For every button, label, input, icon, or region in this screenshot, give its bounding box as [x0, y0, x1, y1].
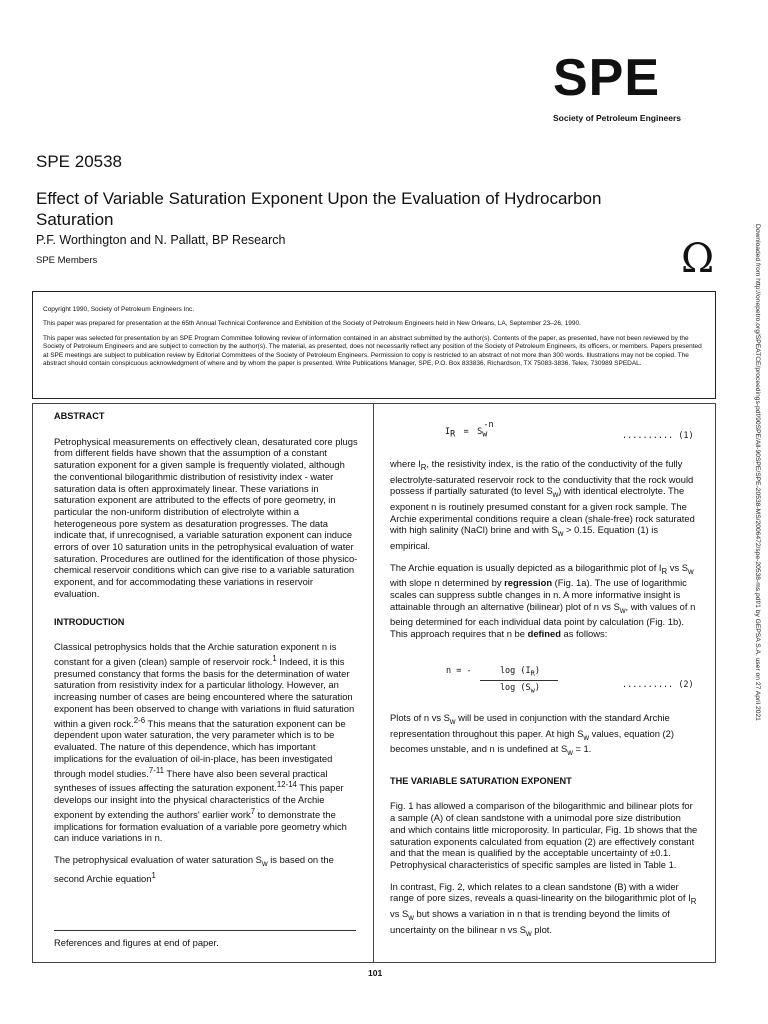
- paper-number: SPE 20538: [36, 152, 123, 171]
- subscript: w: [449, 716, 456, 726]
- spe-members-label: SPE Members: [36, 255, 98, 266]
- abstract-heading: ABSTRACT: [54, 411, 105, 421]
- archie-text: is based on the second Archie equation: [54, 854, 334, 884]
- citation: 12-14: [276, 780, 297, 790]
- spe-logo: SPE: [553, 49, 661, 107]
- subscript: w: [619, 605, 626, 615]
- right-column-lower: [390, 712, 698, 939]
- text: as follows:: [560, 627, 608, 639]
- bold-term: regression: [504, 577, 553, 589]
- eq1-lhs: I: [445, 426, 451, 437]
- subscript: w: [567, 748, 573, 758]
- citation: 1: [151, 870, 156, 880]
- eq2-den-sub: w: [530, 685, 535, 695]
- variable-exponent-heading: THE VARIABLE SATURATION EXPONENT: [390, 775, 572, 786]
- bilogarithmic-paragraph: [390, 562, 698, 640]
- abstract-text: Petrophysical measurements on effectively clean, desaturated core plugs from different fields have shown that the assumption of a constant saturation exponent for a given sample is frequently violated, although the conventional bilogarithmic distribution of resistivity index - water saturation data is often approximately linear. These variations in saturation exponent are attributed to the effects of pore geometry, in particular the non-uniform distribution of electrolyte within a heterogeneous pore system as desaturation progresses. The data indicate that, if unrecognised, a variable saturation exponent can induce errors of over 10 saturation units in the petrophysical evaluation of water saturation. Procedures are outlined for the identification of those physico-chemical reservoir conditions which can give rise to a variable saturation exponent, and for accommodating these variations in reservoir evaluation.: [54, 435, 358, 599]
- text: , the resistivity index, is the ratio of the conductivity of the fully electrolyte-saturated reservoir rock to the conductivity that the rock would possess if partially saturated (to level S: [390, 458, 694, 497]
- left-column: [54, 411, 360, 885]
- introduction-paragraph: [54, 641, 360, 844]
- equation-1: [445, 420, 498, 440]
- citation: 2-6: [133, 715, 146, 725]
- intro-text: Classical petrophysics holds that the Archie saturation exponent n is constant for a given (clean) sample of reservoir rock.: [54, 641, 337, 668]
- resistivity-index-paragraph: [390, 458, 698, 552]
- eq2-number: (2): [678, 680, 694, 690]
- fig1-paragraph: Fig. 1 has allowed a comparison of the bilogarithmic and bilinear plots for a sample (A) of clean sandstone with a unimodal pore size distribution and which contains little microporosity. In particular, Fig. 1b shows that the saturation exponents calculated from equation (2) are effectively constant and that the mean is qualified by the acceptable uncertainty of ±0.1. Petrophysical characteristics of specific samples are listed in Table 1.: [390, 800, 698, 870]
- eq1-rhs-sub: w: [482, 429, 488, 440]
- subscript: R: [690, 897, 697, 907]
- footnote: References and figures at end of paper.: [54, 937, 219, 948]
- text: vs S: [390, 907, 409, 919]
- subscript: R: [420, 462, 427, 472]
- text: = 1.: [572, 743, 592, 755]
- column-divider: [373, 403, 374, 963]
- text: , with values of n being determined for each individual data point by calculation (Fig. 1b). This approach requires that n be: [390, 600, 696, 639]
- introduction-heading: INTRODUCTION: [54, 616, 125, 627]
- eq2-denominator: [482, 683, 558, 695]
- equation-2-number: [622, 680, 694, 690]
- text: will be used in conjunction with the standard Archie representation throughout this paper. At high S: [390, 712, 670, 739]
- text: The Archie equation is usually depicted as a bilogarithmic plot of I: [390, 561, 662, 573]
- intro-text: This paper develops our insight into the physical characteristics of the Archie exponent by extending the authors' earlier work: [54, 782, 344, 821]
- copyright-line: Copyright 1990, Society of Petroleum Engineers Inc.: [43, 306, 195, 313]
- equation-1-number: [622, 431, 694, 441]
- n-vs-sw-paragraph: [390, 712, 698, 759]
- subscript: w: [526, 928, 532, 938]
- subscript: w: [261, 859, 268, 868]
- subscript: w: [557, 529, 564, 539]
- subscript: w: [552, 490, 559, 500]
- text: where I: [390, 458, 421, 469]
- eq1-number: (1): [678, 431, 694, 441]
- text: plot.: [531, 923, 552, 935]
- citation: 7: [250, 806, 256, 816]
- omega-icon: Ω: [681, 236, 715, 282]
- eq2-den-close: ): [534, 683, 541, 693]
- review-note: This paper was selected for presentation by an SPE Program Committee following review of information contained in an abstract submitted by the author(s). Contents of the paper, as presented, have not been reviewed by the Society of Petroleum Engineers and are subject to correction by the author(s). The material, as presented, does not necessarily reflect any position of the Society of Petroleum Engineers, its officers, or members. Papers presented at SPE meetings are subject to publication review by Editorial Committees of the Society of Petroleum Engineers. Permission to copy is restricted to an abstract of not more than 300 words. Illustrations may not be copied. The abstract should contain conspicuous acknowledgment of where and by whom the paper is presented. Write Publications Manager, SPE, P.O. Box 833836, Richardson, TX 75083-3836. Telex, 730989 SPEDAL.: [43, 334, 702, 368]
- eq1-leader: ..........: [622, 431, 674, 441]
- eq2-fraction-bar: [480, 680, 558, 681]
- intro-text: Indeed, it is this presumed constancy that forms the basis for the determination of water saturation from resistivity index for a particular lithology. However, an increasing number of cases are being encountered where the saturation exponent has been observed to change with variations in fluid saturation within a given rock.: [54, 656, 355, 729]
- eq2-num-close: ): [534, 666, 541, 676]
- archie-intro-paragraph: [54, 854, 360, 884]
- download-watermark: [752, 224, 764, 994]
- bold-term: defined: [527, 627, 561, 639]
- subscript: w: [688, 566, 694, 576]
- text: ) with identical electrolyte. The exponent n is routinely presumed constant for a given rock sample. The Archie experimental conditions require a clean (shale-free) rock saturated with high salinity (NaCl) brine and with S: [390, 485, 695, 536]
- download-watermark-text: Downloaded from http://onepetro.org/SPEATCE/proceedings-pdf/90SPE/All-90SPE/SPE-20538-MS/2006472/spe-20538-ms.pdf/1 by GEPSA S.A. user on 27 April 2021: [754, 224, 761, 721]
- copyright-box: [32, 291, 716, 399]
- eq1-lhs-sub: R: [450, 429, 456, 440]
- eq1-rhs-sup: -n: [483, 420, 494, 430]
- spe-logo-subtitle: Society of Petroleum Engineers: [553, 113, 682, 123]
- intro-text: to demonstrate the implications for formation evaluation of a variable pore geometry which can induce variations in n.: [54, 809, 347, 844]
- text: Plots of n vs S: [390, 712, 450, 723]
- citation: 1: [272, 653, 277, 663]
- paper-authors: P.F. Worthington and N. Pallatt, BP Research: [36, 233, 286, 247]
- eq2-lhs: n = -: [446, 666, 472, 676]
- eq2-leader: ..........: [622, 680, 674, 690]
- fig2-paragraph: [390, 881, 698, 939]
- archie-text: The petrophysical evaluation of water saturation S: [54, 854, 262, 866]
- page-number: 101: [368, 968, 383, 978]
- paper-title: Effect of Variable Saturation Exponent Upon the Evaluation of Hydrocarbon Saturation: [36, 189, 602, 229]
- text: vs S: [667, 561, 689, 573]
- text: (Fig. 1a). The use of logarithmic scales can suppress subtle changes in n. A more informative insight is attainable through an alternative (bilinear) plot of n vs S: [390, 577, 687, 612]
- right-column: [390, 458, 698, 640]
- eq2-num-text: log (I: [499, 666, 531, 676]
- intro-text: There have also been several practical syntheses of issues affecting the saturation exponent.: [54, 767, 328, 794]
- text: with slope n determined by: [390, 577, 505, 589]
- text: values, equation (2) becomes unstable, and n is undefined at S: [390, 727, 674, 755]
- citation: 7-11: [148, 765, 164, 775]
- text: but shows a variation in n that is trending beyond the limits of uncertainty on the bilinear n vs S: [390, 907, 670, 935]
- text: In contrast, Fig. 2, which relates to a clean sandstone (B) with a wider range of pore sizes, reveals a quasi-linearity on the bilogarithmic plot of I: [390, 880, 691, 904]
- eq1-equals: =: [463, 426, 469, 437]
- subscript: w: [408, 912, 414, 922]
- subscript: w: [583, 732, 590, 742]
- text: > 0.15. Equation (1) is empirical.: [390, 524, 659, 551]
- eq2-den-text: log (S: [499, 683, 531, 693]
- subscript: R: [661, 566, 668, 576]
- eq2-num-sub: R: [530, 668, 535, 678]
- footnote-rule: [54, 930, 356, 931]
- presentation-note: This paper was prepared for presentation at the 65th Annual Technical Conference and Exhibition of the Society of Petroleum Engineers held in New Orleans, LA, September 23–26, 1990.: [43, 320, 581, 328]
- eq1-rhs: S: [477, 426, 483, 437]
- eq2-numerator: [482, 666, 558, 678]
- intro-text: This means that the saturation exponent can be dependent upon water saturation, the very parameter which is to be evaluated. The nature of this dependence, which has important implications for the evaluation of oil-in-place, has been investigated through model studies.: [54, 717, 346, 779]
